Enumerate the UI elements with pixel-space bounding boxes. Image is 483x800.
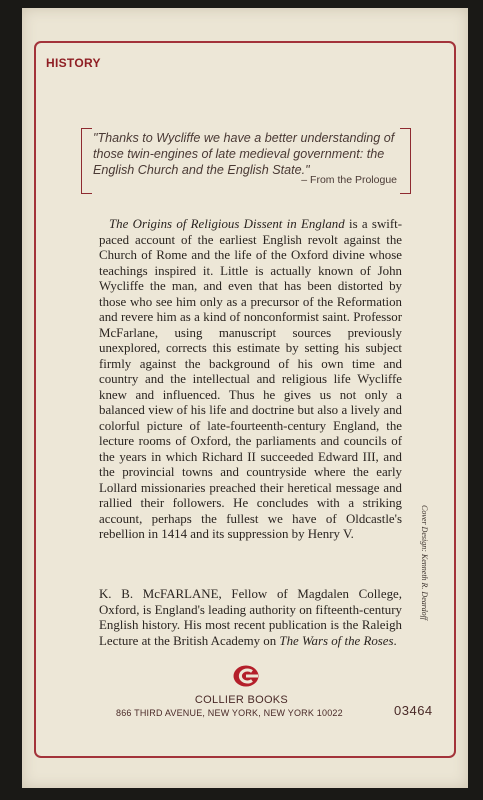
catalog-number: 03464	[394, 703, 433, 718]
description-text: is a swift-paced account of the earliest English revolt against the Church of Rome and the life of the Oxford divine whose teachings inspired it. Little is actually known of John Wycliffe the man, and even that has been distorted by those who see him only as a precursor of the Reformation and revere him as a kind of nonconformist saint. Professor McFarlane, using manuscript sources previously unexplored, corrects this estimate by setting his subject firmly against the background of his own time and country and the intellectual and religious life Wycliffe knew and influenced. Thus he gives us not only a balanced view of his life and doctrine but also a lively and colorful picture of late-fourteenth-century England, the lecture rooms of Oxford, the parliaments and councils of the years in which Richard II succeeded Edward III, and the provincial towns and countryside where the early Lollard missionaries preached their heretical message and rallied their followers. He concludes with a striking account, perhaps the fullest we have of Oldcastle's rebellion in 1414 and its suppression by Henry V.	[99, 217, 403, 541]
book-title: The Origins of Religious Dissent in England	[109, 217, 345, 231]
quote-bracket-left	[81, 128, 92, 194]
category-label: HISTORY	[46, 56, 101, 70]
cover-design-credit: Cover Design: Kenneth R. Deardoff	[420, 505, 429, 621]
quote-attribution: – From the Prologue	[301, 174, 397, 186]
book-description	[99, 217, 402, 543]
author-bio	[99, 587, 402, 649]
author-bio-end: .	[393, 633, 397, 648]
prologue-quote	[87, 128, 405, 192]
quote-text: "Thanks to Wycliffe we have a better understanding of those twin-engines of late medieval government: the English Church and the English State."	[93, 131, 395, 177]
publisher-address: 866 THIRD AVENUE, NEW YORK, NEW YORK 10022	[116, 708, 343, 718]
author-bio-text: K. B. McFARLANE, Fellow of Magdalen College, Oxford, is England's leading authority on fifteenth-century English history. His most recent publication is the Raleigh Lecture at the British Academy on	[99, 587, 402, 648]
publisher-name: COLLIER BOOKS	[194, 694, 289, 706]
collier-books-logo-icon	[233, 665, 259, 692]
author-work-title: The Wars of the Roses	[279, 633, 394, 648]
